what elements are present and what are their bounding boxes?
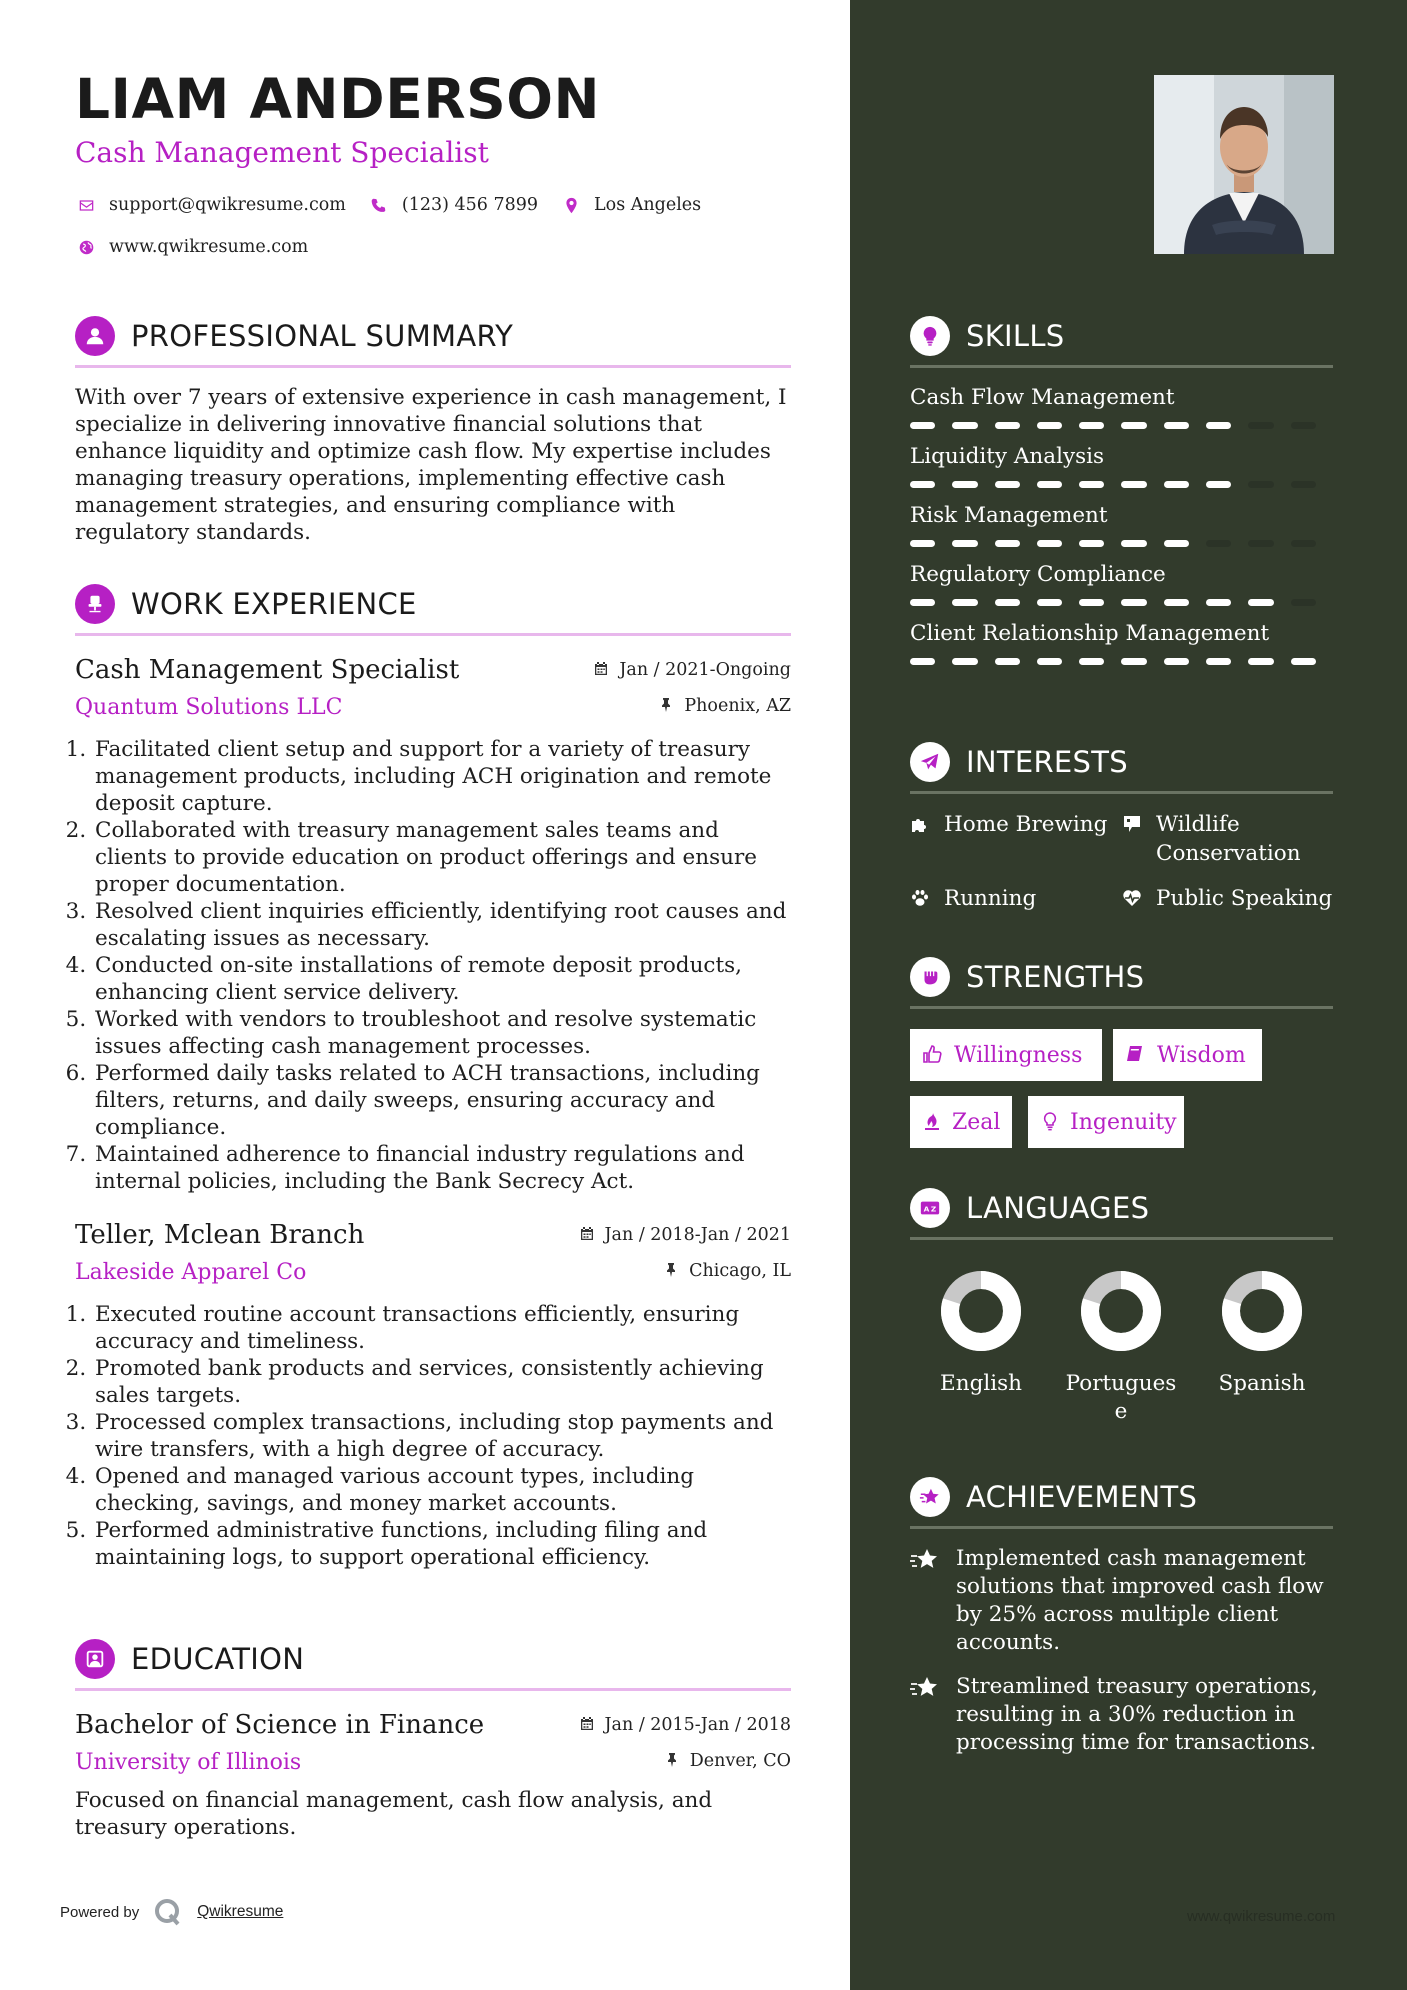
pin-icon [664, 1752, 682, 1770]
skill-name: Liquidity Analysis [910, 444, 1105, 469]
strengths-heading: STRENGTHS [966, 960, 1145, 994]
phone-number[interactable]: (123) 456 7899 [401, 195, 539, 215]
skills-section [910, 315, 1333, 679]
skill-dash-filled [995, 422, 1020, 429]
skill-dash-filled [1079, 481, 1104, 488]
star-icon [910, 1477, 950, 1517]
skill-dash-filled [995, 540, 1020, 547]
skill-dash-filled [1079, 540, 1104, 547]
section-divider [910, 1237, 1333, 1240]
skill-dash-filled [1206, 422, 1231, 429]
star-icon [910, 1547, 940, 1577]
phone-icon [368, 194, 390, 216]
summary-heading: PROFESSIONAL SUMMARY [131, 319, 514, 353]
list-item: 4. Conducted on-site installations of remote deposit products, enhancing client service delivery. [93, 952, 791, 1006]
skill-dash-filled [1164, 658, 1189, 665]
skills-heading: SKILLS [966, 319, 1065, 353]
list-item: 2. Collaborated with treasury management sales teams and clients to provide education on product offerings and ensure proper documentation. [93, 817, 791, 898]
email-link[interactable]: support@qwikresume.com [109, 195, 346, 215]
interest-item: Running [910, 884, 1036, 913]
experience-section [75, 583, 791, 1571]
interest-item: Wildlife Conservation [1122, 810, 1327, 868]
lightbulb-icon [1040, 1111, 1060, 1133]
skill-item [910, 384, 1333, 429]
skill-item [910, 443, 1333, 488]
skill-item [910, 502, 1333, 547]
skill-level-bar [910, 481, 1333, 488]
skills-list [910, 384, 1333, 665]
education-description: Focused on financial management, cash flow analysis, and treasury operations. [75, 1788, 713, 1840]
strength-chip: Ingenuity [1028, 1096, 1184, 1148]
section-divider [75, 1688, 791, 1691]
skill-name: Client Relationship Management [910, 621, 1270, 646]
skill-item [910, 561, 1333, 606]
skill-dash-empty [1248, 422, 1273, 429]
brand-link[interactable]: Qwikresume [197, 1903, 284, 1920]
skill-level-bar [910, 658, 1333, 665]
skill-dash-empty [1291, 481, 1316, 488]
job-entry [75, 654, 791, 1195]
list-item: 6. Performed daily tasks related to ACH transactions, including filters, returns, and daily sweeps, ensuring accuracy and compliance. [93, 1060, 791, 1141]
skill-level-bar [910, 422, 1333, 429]
skill-dash-filled [1079, 658, 1104, 665]
list-item: 3. Resolved client inquiries efficiently, identifying root causes and escalating issues as necessary. [93, 898, 791, 952]
skill-dash-filled [1079, 599, 1104, 606]
skill-dash-filled [995, 658, 1020, 665]
footer-url[interactable]: www.qwikresume.com [1187, 1908, 1336, 1925]
section-divider [75, 633, 791, 636]
strengths-section [910, 956, 1333, 1159]
education-heading: EDUCATION [131, 1642, 305, 1676]
skill-dash-filled [995, 481, 1020, 488]
contact-info [75, 193, 723, 277]
skill-dash-empty [1291, 540, 1316, 547]
skill-dash-empty [1291, 422, 1316, 429]
achievements-list [910, 1545, 1333, 1757]
user-icon [75, 316, 115, 356]
skill-dash-filled [1121, 658, 1146, 665]
list-item: 7. Maintained adherence to financial industry regulations and internal policies, including the Bank Secrecy Act. [93, 1141, 791, 1195]
skill-dash-filled [910, 540, 935, 547]
globe-icon [75, 236, 97, 258]
skill-dash-filled [1121, 599, 1146, 606]
profile-photo [1154, 75, 1334, 254]
fist-icon [910, 957, 950, 997]
skill-dash-empty [1291, 599, 1316, 606]
skill-name: Risk Management [910, 503, 1108, 528]
achievements-section [910, 1476, 1333, 1757]
interest-item: Public Speaking [1122, 884, 1332, 913]
education-date: Jan / 2015-Jan / 2018 [579, 1715, 791, 1735]
skill-name: Cash Flow Management [910, 385, 1175, 410]
language-item [1051, 1270, 1191, 1426]
graduate-icon [75, 1639, 115, 1679]
interest-item: Home Brewing [910, 810, 1107, 839]
skill-dash-empty [1248, 481, 1273, 488]
experience-heading: WORK EXPERIENCE [131, 587, 417, 621]
skill-dash-filled [1121, 540, 1146, 547]
svg-text:A: A [923, 1204, 930, 1214]
summary-text: With over 7 years of extensive experience in cash management, I specialize in delivering innovative financial solutions that enhance liquidity and optimize cash flow. My expertise includes managing treasury operations, implementing effective cash management strategies, and ensuring compliance with regulatory standards. [75, 385, 787, 545]
star-icon [910, 1675, 940, 1705]
skill-name: Regulatory Compliance [910, 562, 1166, 587]
puzzle-icon [910, 813, 932, 835]
job-entry [75, 1219, 791, 1571]
language-donut [940, 1270, 1022, 1352]
candidate-name: LIAM ANDERSON [75, 67, 601, 131]
list-item: 3. Processed complex transactions, including stop payments and wire transfers, with a high degree of accuracy. [93, 1409, 791, 1463]
language-name: Portuguese [1065, 1371, 1177, 1424]
skill-dash-empty [1206, 540, 1231, 547]
calendar-icon [593, 661, 611, 679]
achievement-item: Streamlined treasury operations, resulting in a 30% reduction in processing time for transactions. [910, 1673, 1333, 1757]
degree: Bachelor of Science in Finance [75, 1710, 485, 1740]
skill-dash-empty [1248, 540, 1273, 547]
pin-icon [663, 1262, 681, 1280]
job-role: Teller, Mclean Branch [75, 1220, 365, 1250]
location-text: Los Angeles [594, 195, 702, 215]
list-item: 4. Opened and managed various account types, including checking, savings, and money market accounts. [93, 1463, 791, 1517]
qwikresume-logo-icon [153, 1897, 183, 1927]
skill-dash-filled [952, 599, 977, 606]
map-marker-icon [560, 194, 582, 216]
skill-dash-filled [910, 658, 935, 665]
language-item [1192, 1270, 1332, 1398]
language-name: English [940, 1371, 1022, 1396]
thumbs-up-icon [922, 1044, 944, 1066]
skill-dash-filled [1037, 422, 1062, 429]
job-role: Cash Management Specialist [75, 655, 460, 685]
book-icon [1125, 1044, 1147, 1066]
office-chair-icon [75, 584, 115, 624]
language-item [911, 1270, 1051, 1398]
candidate-title: Cash Management Specialist [75, 136, 489, 169]
list-item: 2. Promoted bank products and services, consistently achieving sales targets. [93, 1355, 791, 1409]
section-divider [75, 365, 791, 368]
list-item: 1. Executed routine account transactions efficiently, ensuring accuracy and timeliness. [93, 1301, 791, 1355]
skill-dash-filled [910, 422, 935, 429]
calendar-icon [579, 1716, 597, 1734]
language-name: Spanish [1218, 1371, 1306, 1396]
skill-dash-filled [1037, 658, 1062, 665]
skill-dash-filled [952, 422, 977, 429]
language-donut [1080, 1270, 1162, 1352]
paw-icon [910, 887, 932, 909]
skill-dash-filled [910, 599, 935, 606]
skill-dash-filled [1079, 422, 1104, 429]
strength-chip: Wisdom [1113, 1029, 1262, 1081]
skill-dash-filled [1206, 481, 1231, 488]
heartbeat-icon [1122, 887, 1144, 909]
languages-heading: LANGUAGES [966, 1191, 1150, 1225]
skill-dash-filled [1164, 599, 1189, 606]
skill-dash-filled [952, 481, 977, 488]
skill-level-bar [910, 540, 1333, 547]
skill-level-bar [910, 599, 1333, 606]
languages-list [910, 1270, 1333, 1430]
interests-list [910, 810, 1333, 960]
job-bullets [75, 736, 791, 1195]
job-date: Jan / 2018-Jan / 2021 [579, 1225, 791, 1245]
powered-by-label: Powered by [60, 1903, 140, 1921]
education-section [75, 1638, 791, 1841]
website-link[interactable]: www.qwikresume.com [109, 237, 309, 257]
strength-chip: Willingness [910, 1029, 1102, 1081]
list-item: 5. Worked with vendors to troubleshoot and resolve systematic issues affecting cash management processes. [93, 1006, 791, 1060]
skill-dash-filled [952, 658, 977, 665]
powered-by [60, 1897, 283, 1927]
job-company: Lakeside Apparel Co [75, 1260, 307, 1285]
section-divider [910, 1006, 1333, 1009]
skill-dash-filled [1121, 481, 1146, 488]
language-donut [1221, 1270, 1303, 1352]
paper-plane-icon [910, 742, 950, 782]
skill-dash-filled [1164, 540, 1189, 547]
skill-dash-filled [1037, 599, 1062, 606]
skill-dash-filled [995, 599, 1020, 606]
skill-dash-filled [910, 481, 935, 488]
skill-dash-filled [952, 540, 977, 547]
job-location: Chicago, IL [663, 1261, 791, 1281]
calendar-icon [579, 1226, 597, 1244]
skill-item [910, 620, 1333, 665]
skill-dash-filled [1248, 599, 1273, 606]
skill-dash-filled [1291, 658, 1316, 665]
job-company: Quantum Solutions LLC [75, 695, 343, 720]
section-divider [910, 1526, 1333, 1529]
svg-text:Z: Z [930, 1204, 937, 1214]
summary-section [75, 315, 791, 546]
skill-dash-filled [1121, 422, 1146, 429]
pin-icon [658, 697, 676, 715]
skill-dash-filled [1037, 481, 1062, 488]
interests-section [910, 741, 1333, 960]
achievement-item: Implemented cash management solutions that improved cash flow by 25% across multiple client accounts. [910, 1545, 1333, 1657]
list-item: 5. Performed administrative functions, including filing and maintaining logs, to support operational efficiency. [93, 1517, 791, 1571]
lightbulb-icon [910, 316, 950, 356]
strength-chip: Zeal [910, 1096, 1012, 1148]
strengths-list [910, 1029, 1333, 1159]
education-location: Denver, CO [664, 1751, 791, 1771]
interests-heading: INTERESTS [966, 745, 1128, 779]
school: University of Illinois [75, 1750, 302, 1775]
list-item: 1. Facilitated client setup and support for a variety of treasury management products, including ACH origination and remote deposit capture. [93, 736, 791, 817]
job-date: Jan / 2021-Ongoing [593, 660, 791, 680]
skill-dash-filled [1206, 658, 1231, 665]
section-divider [910, 791, 1333, 794]
envelope-icon [75, 194, 97, 216]
job-bullets [75, 1301, 791, 1571]
chalkboard-icon [1122, 813, 1144, 835]
languages-section [910, 1187, 1333, 1430]
skill-dash-filled [1037, 540, 1062, 547]
skill-dash-filled [1248, 658, 1273, 665]
achievements-heading: ACHIEVEMENTS [966, 1480, 1198, 1514]
skill-dash-filled [1164, 481, 1189, 488]
translate-icon [910, 1188, 950, 1228]
skill-dash-filled [1206, 599, 1231, 606]
fire-icon [922, 1111, 942, 1133]
section-divider [910, 365, 1333, 368]
skill-dash-filled [1164, 422, 1189, 429]
education-entry [75, 1709, 791, 1841]
job-location: Phoenix, AZ [658, 696, 791, 716]
